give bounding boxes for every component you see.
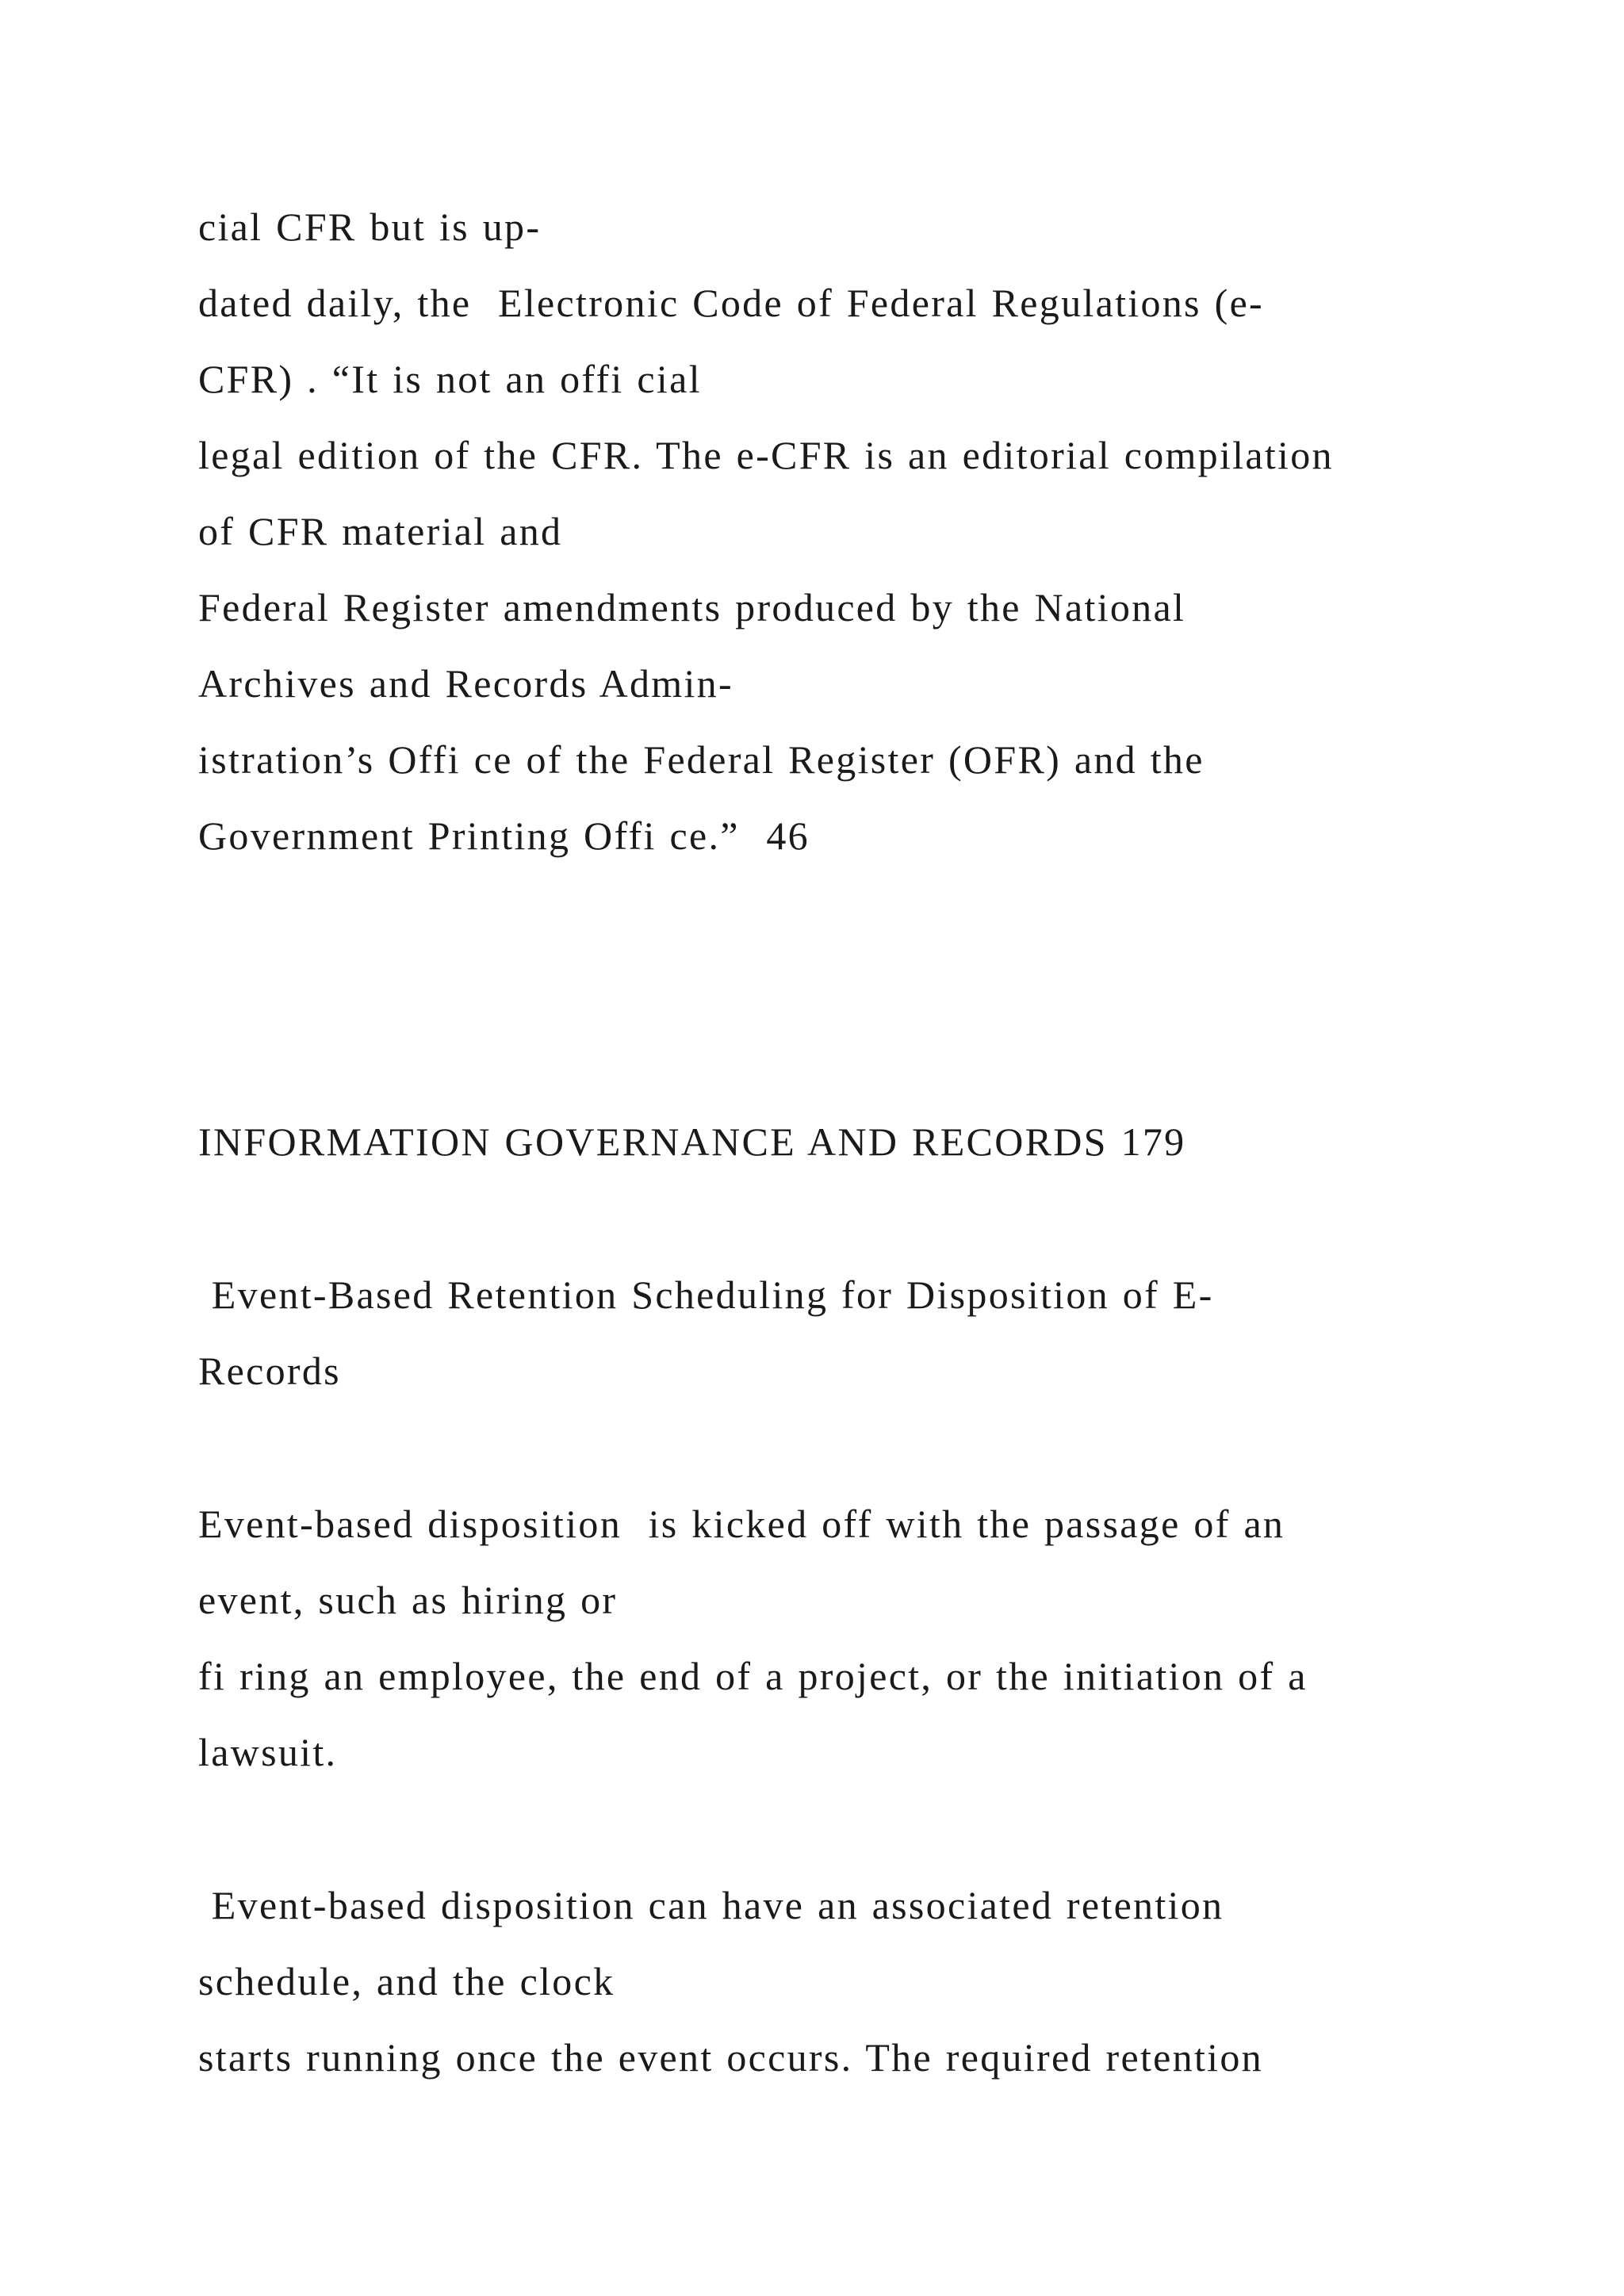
text-line: cial CFR but is up- <box>198 205 542 249</box>
text-line: schedule, and the clock <box>198 1959 615 2003</box>
section-heading: INFORMATION GOVERNANCE AND RECORDS 179 <box>198 1119 1186 1164</box>
text-line: Archives and Records Admin- <box>198 661 733 706</box>
subheading-line: Event-Based Retention Scheduling for Disposition of E- <box>198 1272 1214 1317</box>
text-line: CFR) . “It is not an offi cial <box>198 357 702 401</box>
text-line: fi ring an employee, the end of a project, or the initiation of a <box>198 1654 1308 1698</box>
text-line: dated daily, the Electronic Code of Federal Regulations (e- <box>198 281 1265 325</box>
text-line: lawsuit. <box>198 1730 338 1774</box>
text-line: Government Printing Offi ce.” 46 <box>198 813 810 858</box>
text-line: Event-based disposition is kicked off with the passage of an <box>198 1502 1285 1546</box>
text-line: starts running once the event occurs. The required retention <box>198 2035 1263 2080</box>
subheading-line: Records <box>198 1349 341 1393</box>
text-line: istration’s Offi ce of the Federal Register (OFR) and the <box>198 737 1205 782</box>
text-line: legal edition of the CFR. The e-CFR is an editorial compilation <box>198 433 1334 477</box>
text-line: of CFR material and <box>198 509 563 553</box>
text-line: event, such as hiring or <box>198 1578 618 1622</box>
text-line: Event-based disposition can have an associated retention <box>198 1883 1224 1927</box>
text-line: Federal Register amendments produced by the National <box>198 585 1186 629</box>
